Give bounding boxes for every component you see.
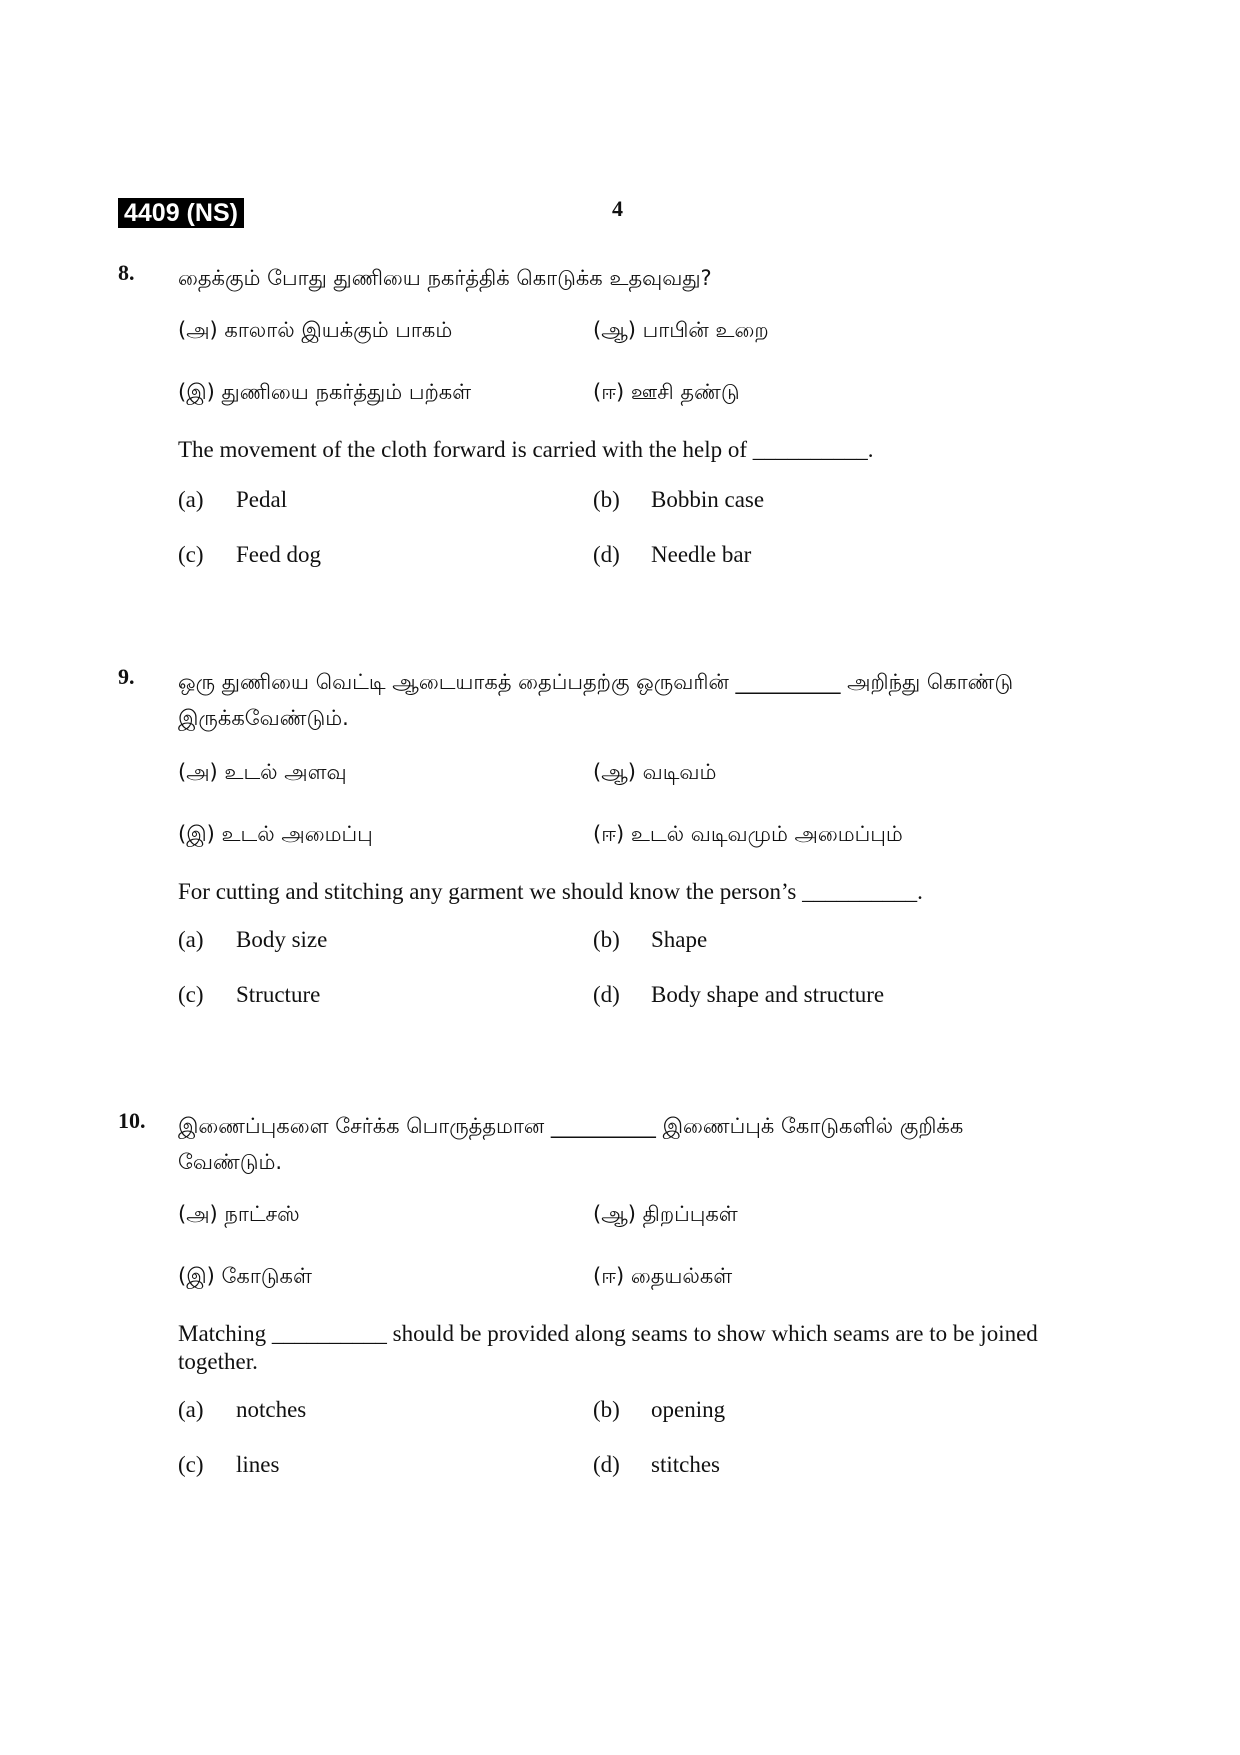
tamil-option: (இ) உடல் அமைப்பு — [178, 822, 373, 846]
english-options-row — [178, 1396, 1068, 1424]
option-text: Shape — [651, 927, 708, 952]
tamil-option: (அ) உடல் அளவு — [178, 760, 347, 784]
option-letter: (c) — [178, 542, 204, 567]
english-option-c — [178, 981, 593, 1009]
english-option-a — [178, 1396, 593, 1424]
question-body — [178, 260, 1068, 569]
option-letter: (d) — [593, 542, 620, 567]
question-number: 9. — [118, 664, 135, 689]
english-options-row — [178, 486, 1068, 514]
tamil-option: (ஈ) தையல்கள் — [593, 1264, 733, 1288]
tamil-option: (ஆ) பாபின் உறை — [593, 318, 769, 342]
english-option-a — [178, 486, 593, 514]
option-letter: (d) — [593, 982, 620, 1007]
english-option-a — [178, 926, 593, 954]
english-options-row — [178, 981, 1068, 1009]
paper-code-badge: 4409 (NS) — [118, 198, 244, 228]
english-option-c — [178, 1451, 593, 1479]
option-letter: (b) — [593, 487, 620, 512]
english-options-row — [178, 541, 1068, 569]
tamil-question-text: இணைப்புகளை சேர்க்க பொருத்தமான __________ இணைப்புக் கோடுகளில் குறிக்க வேண்டும். — [178, 1114, 964, 1174]
english-option-b — [593, 926, 1008, 954]
option-text: Body shape and structure — [651, 982, 885, 1007]
question-body — [178, 664, 1068, 1009]
question-10 — [118, 1108, 1068, 1479]
tamil-option: (ஈ) உடல் வடிவமும் அமைப்பும் — [593, 822, 903, 846]
option-letter: (a) — [178, 927, 204, 952]
english-option-d — [593, 1451, 1008, 1479]
tamil-options-row — [178, 378, 1068, 406]
question-number: 8. — [118, 260, 135, 285]
option-text: Structure — [236, 982, 321, 1007]
english-option-b — [593, 1396, 1008, 1424]
english-options-row — [178, 1451, 1068, 1479]
english-question-text: Matching __________ should be provided along seams to show which seams are to be joined together. — [178, 1321, 1038, 1374]
option-text: notches — [236, 1397, 307, 1422]
option-letter: (c) — [178, 1452, 204, 1477]
tamil-option: (ஈ) ஊசி தண்டு — [593, 380, 740, 404]
option-text: Needle bar — [651, 542, 752, 567]
english-question-text: For cutting and stitching any garment we should know the person’s __________. — [178, 879, 923, 904]
option-text: Feed dog — [236, 542, 321, 567]
option-text: lines — [236, 1452, 280, 1477]
question-body — [178, 1108, 1068, 1479]
option-text: Bobbin case — [651, 487, 765, 512]
option-letter: (b) — [593, 927, 620, 952]
english-option-c — [178, 541, 593, 569]
option-letter: (d) — [593, 1452, 620, 1477]
english-option-d — [593, 541, 1008, 569]
tamil-question-text: ஒரு துணியை வெட்டி ஆடையாகத் தைப்பதற்கு ஒருவரின் __________ அறிந்து கொண்டு இருக்கவேண்டும். — [178, 670, 1014, 730]
option-text: Pedal — [236, 487, 288, 512]
tamil-options-row — [178, 758, 1068, 786]
tamil-option: (ஆ) திறப்புகள் — [593, 1202, 738, 1226]
tamil-option: (அ) காலால் இயக்கும் பாகம் — [178, 318, 453, 342]
tamil-options-row — [178, 1200, 1068, 1228]
option-letter: (a) — [178, 487, 204, 512]
option-text: stitches — [651, 1452, 720, 1477]
page-number: 4 — [612, 196, 623, 221]
tamil-option: (அ) நாட்சஸ் — [178, 1202, 300, 1226]
english-option-b — [593, 486, 1008, 514]
tamil-options-row — [178, 316, 1068, 344]
option-text: Body size — [236, 927, 328, 952]
english-options-row — [178, 926, 1068, 954]
english-option-d — [593, 981, 1008, 1009]
tamil-options-row — [178, 1262, 1068, 1290]
tamil-option: (ஆ) வடிவம் — [593, 760, 717, 784]
tamil-options-row — [178, 820, 1068, 848]
question-8 — [118, 260, 1068, 569]
tamil-option: (இ) கோடுகள் — [178, 1264, 312, 1288]
question-9 — [118, 664, 1068, 1009]
option-letter: (a) — [178, 1397, 204, 1422]
english-question-text: The movement of the cloth forward is carried with the help of __________. — [178, 437, 874, 462]
tamil-option: (இ) துணியை நகர்த்தும் பற்கள் — [178, 380, 472, 404]
question-number: 10. — [118, 1108, 146, 1133]
option-text: opening — [651, 1397, 726, 1422]
tamil-question-text: தைக்கும் போது துணியை நகர்த்திக் கொடுக்க உதவுவது? — [178, 266, 712, 290]
option-letter: (c) — [178, 982, 204, 1007]
option-letter: (b) — [593, 1397, 620, 1422]
